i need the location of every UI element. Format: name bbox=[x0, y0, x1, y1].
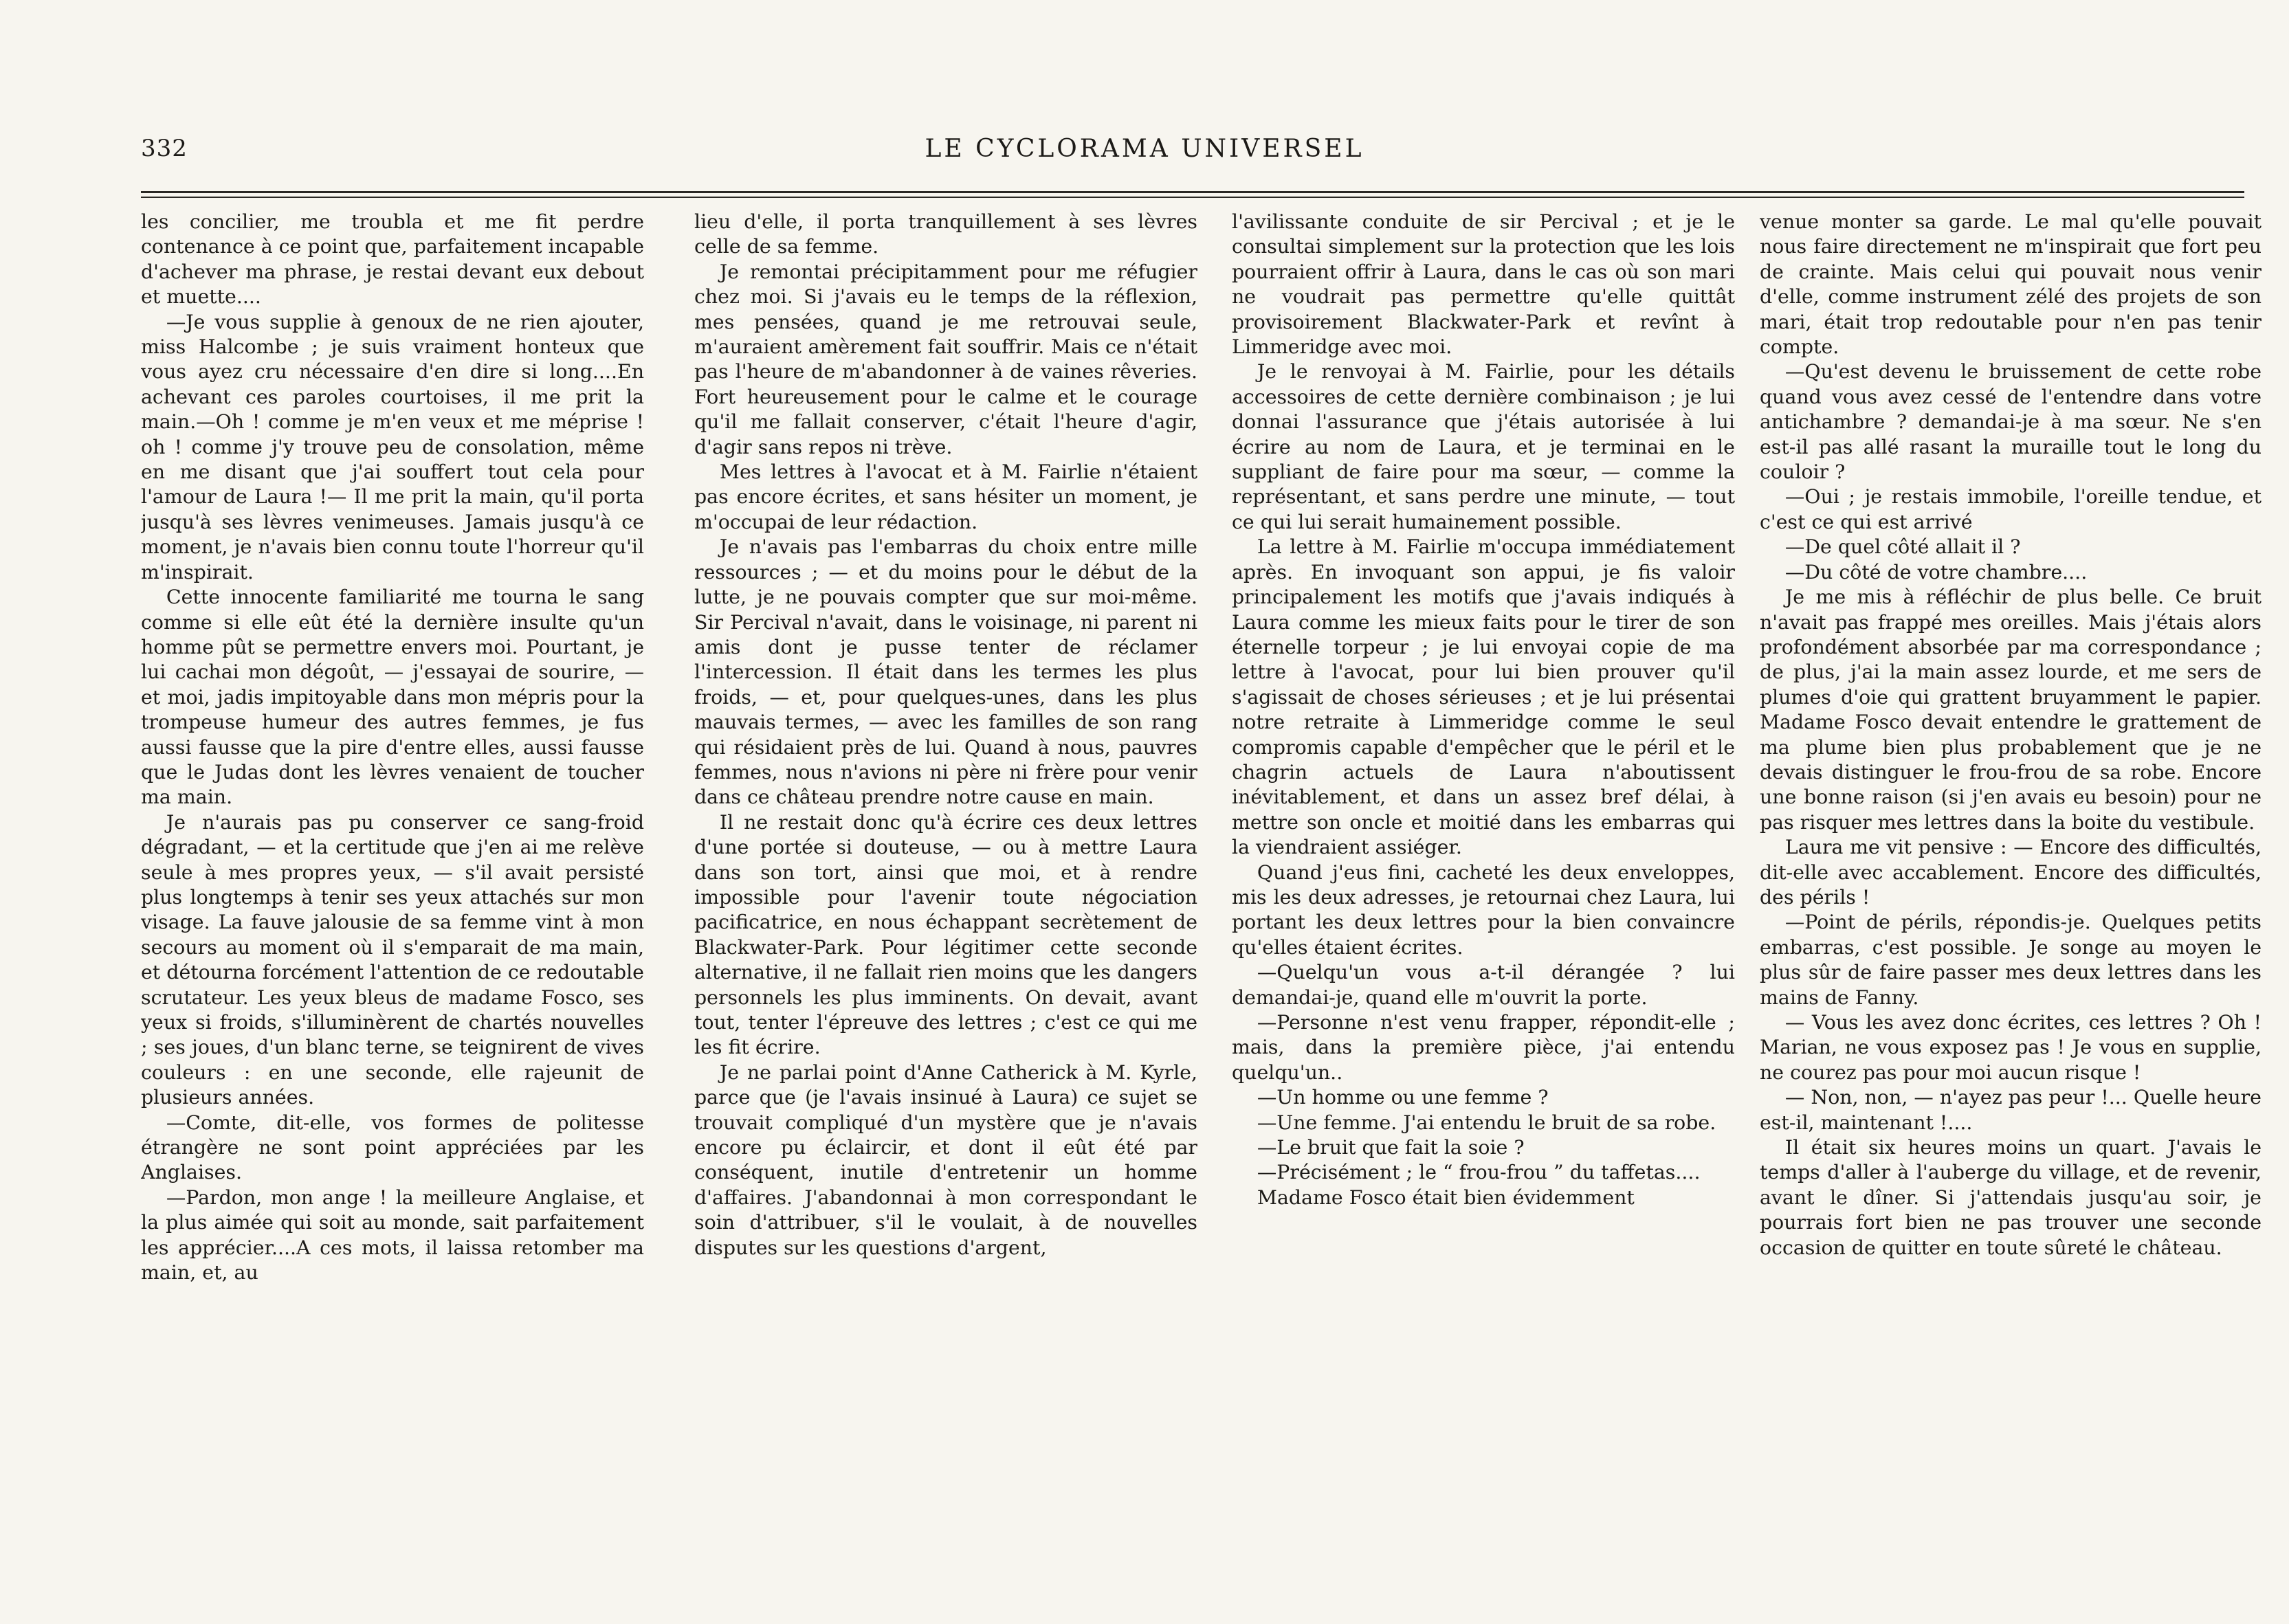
paragraph: Je me mis à réfléchir de plus belle. Ce bruit n'avait pas frappé mes oreilles. Mais j'étais alors profondément absorbée par ma correspondance ; de plus, j'ai la main assez lourde, et me sers de plumes d'oie qui grattent bruyamment le papier. Madame Fosco devait entendre le grattement de ma plume bien plus probablement que je ne devais distinguer le frou-frou de sa robe. Encore une bonne raison (si j'en avais eu besoin) pour ne pas risquer mes lettres dans la boite du vestibule. bbox=[1760, 586, 2262, 834]
paragraph: Je n'avais pas l'embarras du choix entre mille ressources ; — et du moins pour le début de la lutte, je ne pouvais compter que sur moi-même. Sir Percival n'avait, dans le voisinage, ni parent ni amis dont je pusse tenter de réclamer l'intercession. Il était dans les termes les plus froids, — et, pour quelques-unes, dans les plus mauvais termes, — avec les familles de son rang qui résidaient près de lui. Quand à nous, pauvres femmes, nous n'avions ni père ni frère pour venir dans ce château prendre notre cause en main. bbox=[694, 535, 1197, 809]
paragraph: Quand j'eus fini, cacheté les deux enveloppes, mis les deux adresses, je retournai chez Laura, lui portant les deux lettres pour la bien convaincre qu'elles étaient écrites. bbox=[1232, 860, 1735, 959]
paragraph: —Quelqu'un vous a-t-il dérangée ? lui demandai-je, quand elle m'ouvrit la porte. bbox=[1232, 961, 1735, 1009]
paragraph: —Je vous supplie à genoux de ne rien ajouter, miss Halcombe ; je suis vraiment honteux que vous ayez cru nécessaire d'en dire si long....En achevant ces paroles courtoises, il me prit la main.—Oh ! comme je m'en veux et me méprise ! oh ! comme j'y trouve peu de consolation, même en me disant que j'ai souffert tout cela pour l'amour de Laura !— Il me prit la main, qu'il porta jusqu'à ses lèvres venimeuses. Jamais jusqu'à ce moment, je n'avais bien connu toute l'horreur qu'il m'inspirait. bbox=[141, 310, 644, 583]
paragraph: Laura me vit pensive : — Encore des difficultés, dit-elle avec accablement. Encore des difficultés, des périls ! bbox=[1760, 836, 2262, 909]
paragraph: —Précisément ; le “ frou-frou ” du taffetas.... bbox=[1257, 1161, 1701, 1184]
paragraph: —Qu'est devenu le bruissement de cette robe quand vous avez cessé de l'entendre dans votre antichambre ? demandai-je à ma sœur. Ne s'en est-il pas allé rasant la muraille tout le long du couloir ? bbox=[1760, 360, 2262, 484]
paragraph: Il était six heures moins un quart. J'avais le temps d'aller à l'auberge du village, et de revenir, avant le dîner. Si j'attendais jusqu'au soir, je pourrais fort bien ne pas trouver une seconde occasion de quitter en toute sûreté le château. bbox=[1760, 1136, 2262, 1259]
running-title: LE CYCLORAMA UNIVERSEL bbox=[925, 135, 1364, 163]
paragraph: Mes lettres à l'avocat et à M. Fairlie n'étaient pas encore écrites, et sans hésiter un moment, je m'occupai de leur rédaction. bbox=[694, 460, 1197, 533]
paragraph: —Oui ; je restais immobile, l'oreille tendue, et c'est ce qui est arrivé bbox=[1760, 485, 2262, 533]
text-column-1 bbox=[141, 210, 644, 1502]
paragraph: —Une femme. J'ai entendu le bruit de sa robe. bbox=[1257, 1111, 1716, 1134]
paragraph: venue monter sa garde. Le mal qu'elle pouvait nous faire directement ne m'inspirait que fort peu de crainte. Mais celui qui pouvait nous venir d'elle, comme instrument zélé des projets de son mari, était trop redoutable pour n'en pas tenir compte. bbox=[1760, 210, 2262, 359]
paragraph: Je remontai précipitamment pour me réfugier chez moi. Si j'avais eu le temps de la réflexion, mes pensées, quand je me retrouvai seule, m'auraient amèrement fait souffrir. Mais ce n'était pas l'heure de m'abandonner à de vaines rêveries. Fort heureusement pour le calme et le courage qu'il me fallait conserver, c'était l'heure d'agir, d'agir sans repos ni trève. bbox=[694, 260, 1197, 458]
paragraph: Je ne parlai point d'Anne Catherick à M. Kyrle, parce que (je l'avais insinué à Laura) ce sujet se trouvait compliqué d'un mystère que je n'avais encore pu éclaircir, et dont il eût été par conséquent, inutile d'entretenir un homme d'affaires. J'abandonnai à mon correspondant le soin d'attribuer, s'il le voulait, à de nouvelles disputes sur les questions d'argent, bbox=[694, 1060, 1197, 1259]
header-rule bbox=[141, 191, 2244, 193]
paragraph: —Personne n'est venu frapper, répondit-elle ; mais, dans la première pièce, j'ai entendu quelqu'un.. bbox=[1232, 1011, 1735, 1084]
paragraph: La lettre à M. Fairlie m'occupa immédiatement après. En invoquant son appui, je fis valoir principalement les motifs que j'avais indiqués à Laura comme les mieux faits pour le tirer de son éternelle torpeur ; je lui envoyai copie de ma lettre à l'avocat, pour lui bien prouver qu'il s'agissait de choses sérieuses ; et je lui présentai notre retraite à Limmeridge comme le seul compromis capable d'empêcher que le péril et le chagrin actuels de Laura n'aboutissent inévitablement, et dans un assez bref délai, à mettre son oncle et moitié dans les embarras qui la viendraient assiéger. bbox=[1232, 535, 1735, 859]
paragraph: —De quel côté allait il ? bbox=[1784, 535, 2021, 559]
page-number: 332 bbox=[141, 135, 188, 162]
text-column-2 bbox=[694, 210, 1197, 1502]
paragraph: Je le renvoyai à M. Fairlie, pour les détails accessoires de cette dernière combinaison ; je lui donnai l'assurance que j'étais autorisée à lui écrire au nom de Laura, et je terminai en le suppliant de faire pour ma sœur, — comme la représentant, et sans perdre une minute, — tout ce qui lui serait humainement possible. bbox=[1232, 360, 1735, 533]
paragraph: l'avilissante conduite de sir Percival ; et je le consultai simplement sur la protection que les lois pourraient offrir à Laura, dans le cas où son mari ne voudrait pas permettre qu'elle quittât provisoirement Blackwater-Park et revînt à Limmeridge avec moi. bbox=[1232, 210, 1735, 359]
text-column-3 bbox=[1232, 210, 1735, 1502]
paragraph: — Non, non, — n'ayez pas peur !... Quelle heure est-il, maintenant !.... bbox=[1760, 1086, 2262, 1134]
paragraph: Madame Fosco était bien évidemment bbox=[1257, 1186, 1635, 1209]
paragraph: —Un homme ou une femme ? bbox=[1257, 1086, 1549, 1109]
paragraph: Il ne restait donc qu'à écrire ces deux lettres d'une portée si douteuse, — ou à mettre Laura dans son tort, ainsi que moi, et à rendre impossible pour l'avenir toute négociation pacificatrice, en nous échappant secrètement de Blackwater-Park. Pour légitimer cette seconde alternative, il ne fallait rien moins que les dangers personnels les plus imminents. On devait, avant tout, tenter l'épreuve des lettres ; c'est ce qui me les fit écrire. bbox=[694, 810, 1197, 1059]
paragraph: — Vous les avez donc écrites, ces lettres ? Oh ! Marian, ne vous exposez pas ! Je vous en supplie, ne courez pas pour moi aucun risque ! bbox=[1760, 1011, 2262, 1084]
header-rule-thin bbox=[141, 197, 2244, 198]
paragraph: —Point de périls, répondis-je. Quelques petits embarras, c'est possible. Je songe au moyen le plus sûr de faire passer mes deux lettres dans les mains de Fanny. bbox=[1760, 911, 2262, 1009]
text-column-4 bbox=[1760, 210, 2262, 1502]
paragraph: —Comte, dit-elle, vos formes de politesse étrangère ne sont point appréciées par les Anglaises. bbox=[141, 1111, 644, 1184]
paragraph: —Le bruit que fait la soie ? bbox=[1257, 1136, 1525, 1159]
paragraph: Je n'aurais pas pu conserver ce sang-froid dégradant, — et la certitude que j'en ai me relève seule à mes propres yeux, — s'il avait persisté plus longtemps à tenir ses yeux attachés sur mon visage. La fauve jalousie de sa femme vint à mon secours au moment où il s'emparait de ma main, et détourna forcément l'attention de ce redoutable scrutateur. Les yeux bleus de madame Fosco, ses yeux si froids, s'illuminèrent de chartés nouvelles ; ses joues, d'un blanc terne, se teignirent de vives couleurs : en une seconde, elle rajeunit de plusieurs années. bbox=[141, 810, 644, 1109]
paragraph: —Du côté de votre chambre.... bbox=[1784, 560, 2088, 583]
paragraph: lieu d'elle, il porta tranquillement à ses lèvres celle de sa femme. bbox=[694, 210, 1197, 258]
paragraph: —Pardon, mon ange ! la meilleure Anglaise, et la plus aimée qui soit au monde, sait parfaitement les apprécier....A ces mots, il laissa retomber ma main, et, au bbox=[141, 1186, 644, 1284]
paragraph: les concilier, me troubla et me fit perdre contenance à ce point que, parfaitement incapable d'achever ma phrase, je restai devant eux debout et muette.... bbox=[141, 210, 644, 309]
paragraph: Cette innocente familiarité me tourna le sang comme si elle eût été la dernière insulte qu'un homme pût se permettre envers moi. Pourtant, je lui cachai mon dégoût, — j'essayai de sourire, — et moi, jadis impitoyable dans mon mépris pour la trompeuse humeur des autres femmes, je fus aussi fausse que la pire d'entre elles, aussi fausse que le Judas dont les lèvres venaient de toucher ma main. bbox=[141, 586, 644, 809]
